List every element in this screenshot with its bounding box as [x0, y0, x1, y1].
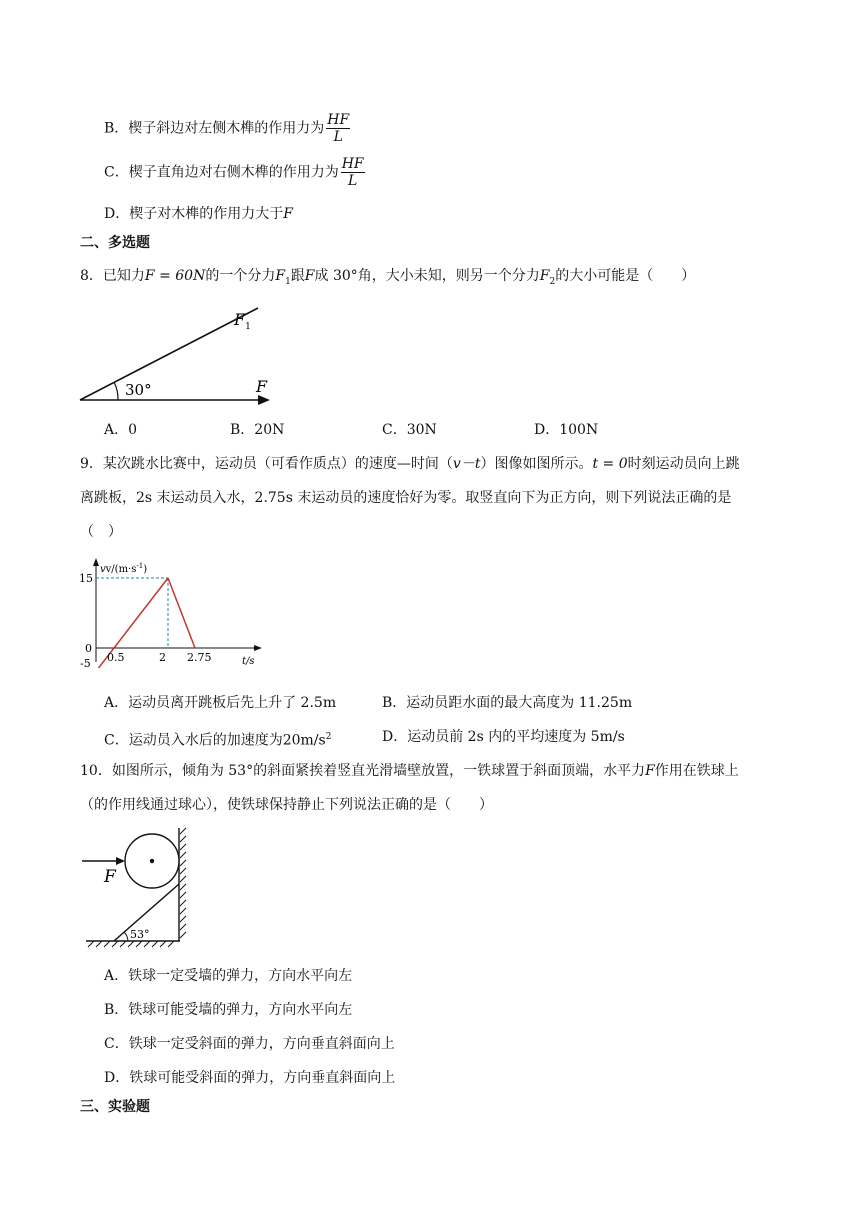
q9-stem-line2: 离跳板，2s 末运动员入水，2.75s 末运动员的速度恰好为零。取竖直向下为正方向，则下列说法正确的是 [80, 490, 732, 506]
q9-option-b: B．运动员距水面的最大高度为 11.25m [382, 695, 633, 711]
q9-option-d: D．运动员前 2s 内的平均速度为 5m/s [382, 729, 625, 745]
q8-stem: 8．已知力F = 60N的一个分力$F_1$跟F成 30°角，大小未知，则另一个分力$F_2$的大小可能是（ ） [80, 268, 696, 287]
q7-option-d: D．楔子对木榫的作用力大于F [104, 206, 293, 222]
q7-option-c: C．楔子直角边对右侧木榫的作用力为 $\frac{HF}{L}$ [104, 156, 364, 189]
q8-option-a: A．0 [104, 422, 138, 438]
section-title-experiment: 三、实验题 [80, 1099, 150, 1115]
q9-stem-line3: （ ） [80, 524, 122, 540]
y-axis-label: $vv/(m\cdot s^{-1})$ [100, 562, 148, 575]
force-label: F [104, 867, 116, 887]
incline-angle-label: 53° [130, 928, 150, 941]
q9-velocity-time-graph [70, 556, 270, 668]
ground-hatching [88, 941, 174, 947]
wall-hatching [180, 828, 186, 938]
tick-label-0-5: 0.5 [107, 651, 125, 664]
y-axis-arrowhead [93, 558, 99, 566]
tick-label-0: 0 [85, 642, 92, 655]
x-axis-arrowhead [254, 645, 262, 651]
q10-option-b: B．铁球可能受墙的弹力，方向水平向左 [104, 1002, 353, 1018]
q9-option-c: C．运动员入水后的加速度为$20m/s^2$ [104, 732, 332, 749]
angle-arc [114, 382, 118, 400]
f-label: F [256, 377, 268, 396]
f1-line [80, 308, 258, 400]
f1-label: $F_1$ [234, 310, 251, 332]
ball-center-dot [150, 859, 154, 863]
f-arrowhead [258, 395, 270, 405]
q9-stem-line1: 9．某次跳水比赛中，运动员（可看作质点）的速度—时间（v－t）图像如图所示。t = 0时刻运动员向上跳 [80, 456, 740, 472]
velocity-segment [168, 578, 195, 648]
incline-angle-arc [124, 932, 128, 941]
q10-option-d: D．铁球可能受斜面的弹力，方向垂直斜面向上 [104, 1070, 396, 1086]
angle-label: 30° [125, 381, 152, 399]
section-title-multi-choice: 二、多选题 [80, 235, 150, 251]
q8-force-diagram [70, 300, 290, 410]
q10-option-c: C．铁球一定受斜面的弹力，方向垂直斜面向上 [104, 1036, 395, 1052]
q10-incline-ball-diagram [76, 826, 206, 956]
q10-stem-line2: （的作用线通过球心），使铁球保持静止下列说法正确的是（ ） [80, 797, 493, 813]
x-axis-label: t/s [242, 656, 255, 667]
q10-option-a: A．铁球一定受墙的弹力，方向水平向左 [104, 968, 353, 984]
fraction-hf-over-l: $\frac{HF}{L}$ [341, 156, 364, 189]
tick-label-2: 2 [159, 651, 166, 664]
q8-option-c: C．30N [382, 422, 437, 438]
q7-option-b: B．楔子斜边对左侧木榫的作用力为 $\frac{HF}{L}$ [104, 112, 350, 145]
tick-label-15: 15 [79, 572, 93, 585]
q8-option-d: D．100N [534, 422, 599, 438]
fraction-hf-over-l: $\frac{HF}{L}$ [327, 112, 350, 145]
q9-option-a: A．运动员离开跳板后先上升了 2.5m [104, 695, 337, 711]
velocity-segment [114, 578, 168, 648]
q8-option-b: B．20N [230, 422, 285, 438]
force-arrowhead [116, 857, 125, 865]
q10-stem-line1: 10．如图所示，倾角为 53°的斜面紧挨着竖直光滑墙壁放置，一铁球置于斜面顶端，水平力F作用在铁球上 [80, 763, 739, 779]
tick-label-minus5: -5 [80, 657, 91, 668]
tick-label-2-75: 2.75 [187, 651, 212, 664]
